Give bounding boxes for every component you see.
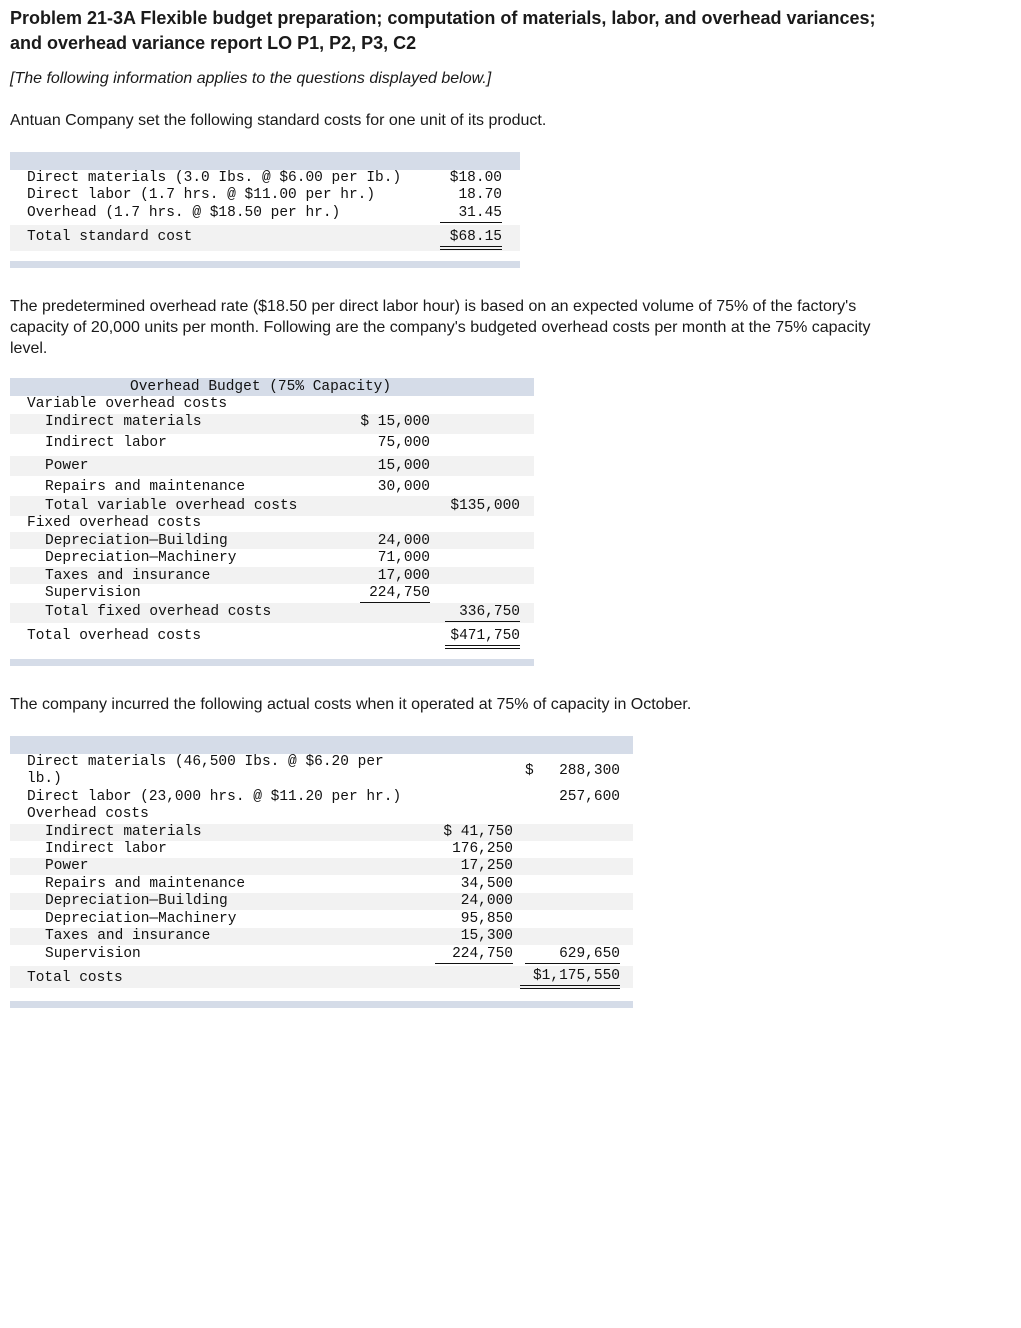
total-fixed-label: Total fixed overhead costs (45, 604, 272, 620)
budget-item-label: Depreciation—Machinery (45, 550, 237, 566)
dl-amount: 257,600 (559, 789, 620, 805)
oh-total-amount: 629,650 (525, 946, 620, 964)
total-costs-label: Total costs (27, 970, 123, 986)
total-variable-label: Total variable overhead costs (45, 498, 298, 514)
actual-item-label: Repairs and maintenance (45, 876, 246, 892)
budget-item-amount: 15,000 (377, 458, 430, 474)
std-row-label: Overhead (1.7 hrs. @ $18.50 per hr.) (27, 205, 341, 221)
problem-title (10, 6, 1010, 56)
paragraph-line: The predetermined overhead rate ($18.50 per direct labor hour) is based on an expected volume of 75% of the factory's (10, 298, 857, 315)
actual-item-amount: 224,750 (435, 946, 513, 964)
budget-item-amount: $ 15,000 (360, 414, 430, 430)
intro-text: Antuan Company set the following standard costs for one unit of its product. (10, 112, 547, 129)
title-line-1: Problem 21-3A Flexible budget preparation; computation of materials, labor, and overhead variances; (10, 8, 876, 28)
actual-costs-intro: The company incurred the following actual costs when it operated at 75% of capacity in October. (10, 696, 692, 713)
row-shade (10, 456, 534, 476)
actual-item-label: Depreciation—Machinery (45, 911, 237, 927)
total-fixed-amount: 336,750 (445, 604, 520, 622)
total-overhead-amount: $471,750 (445, 628, 520, 649)
budget-item-label: Taxes and insurance (45, 568, 211, 584)
title-line-2: and overhead variance report LO P1, P2, P3, C2 (10, 33, 417, 53)
budget-item-amount: 224,750 (360, 585, 430, 603)
oh-heading: Overhead costs (27, 806, 149, 822)
actual-item-label: Indirect labor (45, 841, 167, 857)
variable-heading: Variable overhead costs (27, 396, 228, 412)
instruction-note: [The following information applies to the questions displayed below.] (10, 70, 492, 87)
total-variable-amount: $135,000 (450, 498, 520, 514)
table-footer-band (10, 1001, 633, 1008)
standard-cost-table (10, 152, 520, 268)
table-footer-band (10, 659, 534, 666)
actual-item-amount: 15,300 (460, 928, 513, 944)
budget-item-label: Indirect materials (45, 414, 202, 430)
budget-item-label: Depreciation—Building (45, 533, 228, 549)
budget-item-amount: 24,000 (377, 533, 430, 549)
fixed-heading: Fixed overhead costs (27, 515, 202, 531)
dm-label-line1: Direct materials (46,500 Ibs. @ $6.20 per (27, 754, 384, 770)
budget-item-label: Power (45, 458, 89, 474)
overhead-rate-paragraph (10, 296, 1010, 359)
table-footer-band (10, 261, 520, 268)
actual-item-amount: 34,500 (460, 876, 513, 892)
table-header-band (10, 152, 520, 170)
std-total-amount: $68.15 (440, 229, 502, 250)
budget-item-amount: 30,000 (360, 479, 430, 497)
actual-item-label: Taxes and insurance (45, 928, 211, 944)
actual-item-amount: 176,250 (452, 841, 513, 857)
actual-item-label: Power (45, 858, 89, 874)
overhead-budget-table (10, 378, 534, 666)
actual-item-label: Depreciation—Building (45, 893, 228, 909)
actual-item-amount: 17,250 (460, 858, 513, 874)
paragraph-line: capacity of 20,000 units per month. Following are the company's budgeted overhead costs per month at the 75% capacity (10, 319, 871, 336)
budget-item-amount: 71,000 (377, 550, 430, 566)
budget-header: Overhead Budget (75% Capacity) (130, 379, 392, 395)
std-total-label: Total standard cost (27, 229, 193, 245)
actual-item-label: Supervision (45, 946, 141, 962)
budget-item-label: Repairs and maintenance (45, 479, 246, 495)
budget-item-label: Indirect labor (45, 435, 167, 451)
row-shade (10, 858, 633, 875)
table-header-band (10, 736, 633, 754)
std-row-label: Direct materials (3.0 Ibs. @ $6.00 per Ib.) (27, 170, 402, 186)
budget-item-label: Supervision (45, 585, 141, 601)
total-costs-amount: $1,175,550 (520, 968, 620, 989)
dl-label: Direct labor (23,000 hrs. @ $11.20 per hr.) (27, 789, 402, 805)
std-row-label: Direct labor (1.7 hrs. @ $11.00 per hr.) (27, 187, 376, 203)
dm-amount: 288,300 (559, 763, 620, 779)
actual-item-amount: 95,850 (460, 911, 513, 927)
std-row-amount: $18.00 (449, 170, 502, 186)
total-overhead-label: Total overhead costs (27, 628, 202, 644)
std-row-amount: 18.70 (458, 187, 502, 203)
std-row-amount: 31.45 (440, 205, 502, 223)
budget-item-amount: 75,000 (377, 435, 430, 451)
actual-item-amount: 24,000 (460, 893, 513, 909)
actual-item-amount: $ 41,750 (443, 824, 513, 840)
actual-item-label: Indirect materials (45, 824, 202, 840)
budget-item-amount: 17,000 (377, 568, 430, 584)
actual-costs-table (10, 736, 633, 1008)
dm-dollar-sign: $ (525, 763, 534, 779)
dm-label-line2: lb.) (27, 771, 62, 787)
paragraph-line: level. (10, 340, 48, 357)
